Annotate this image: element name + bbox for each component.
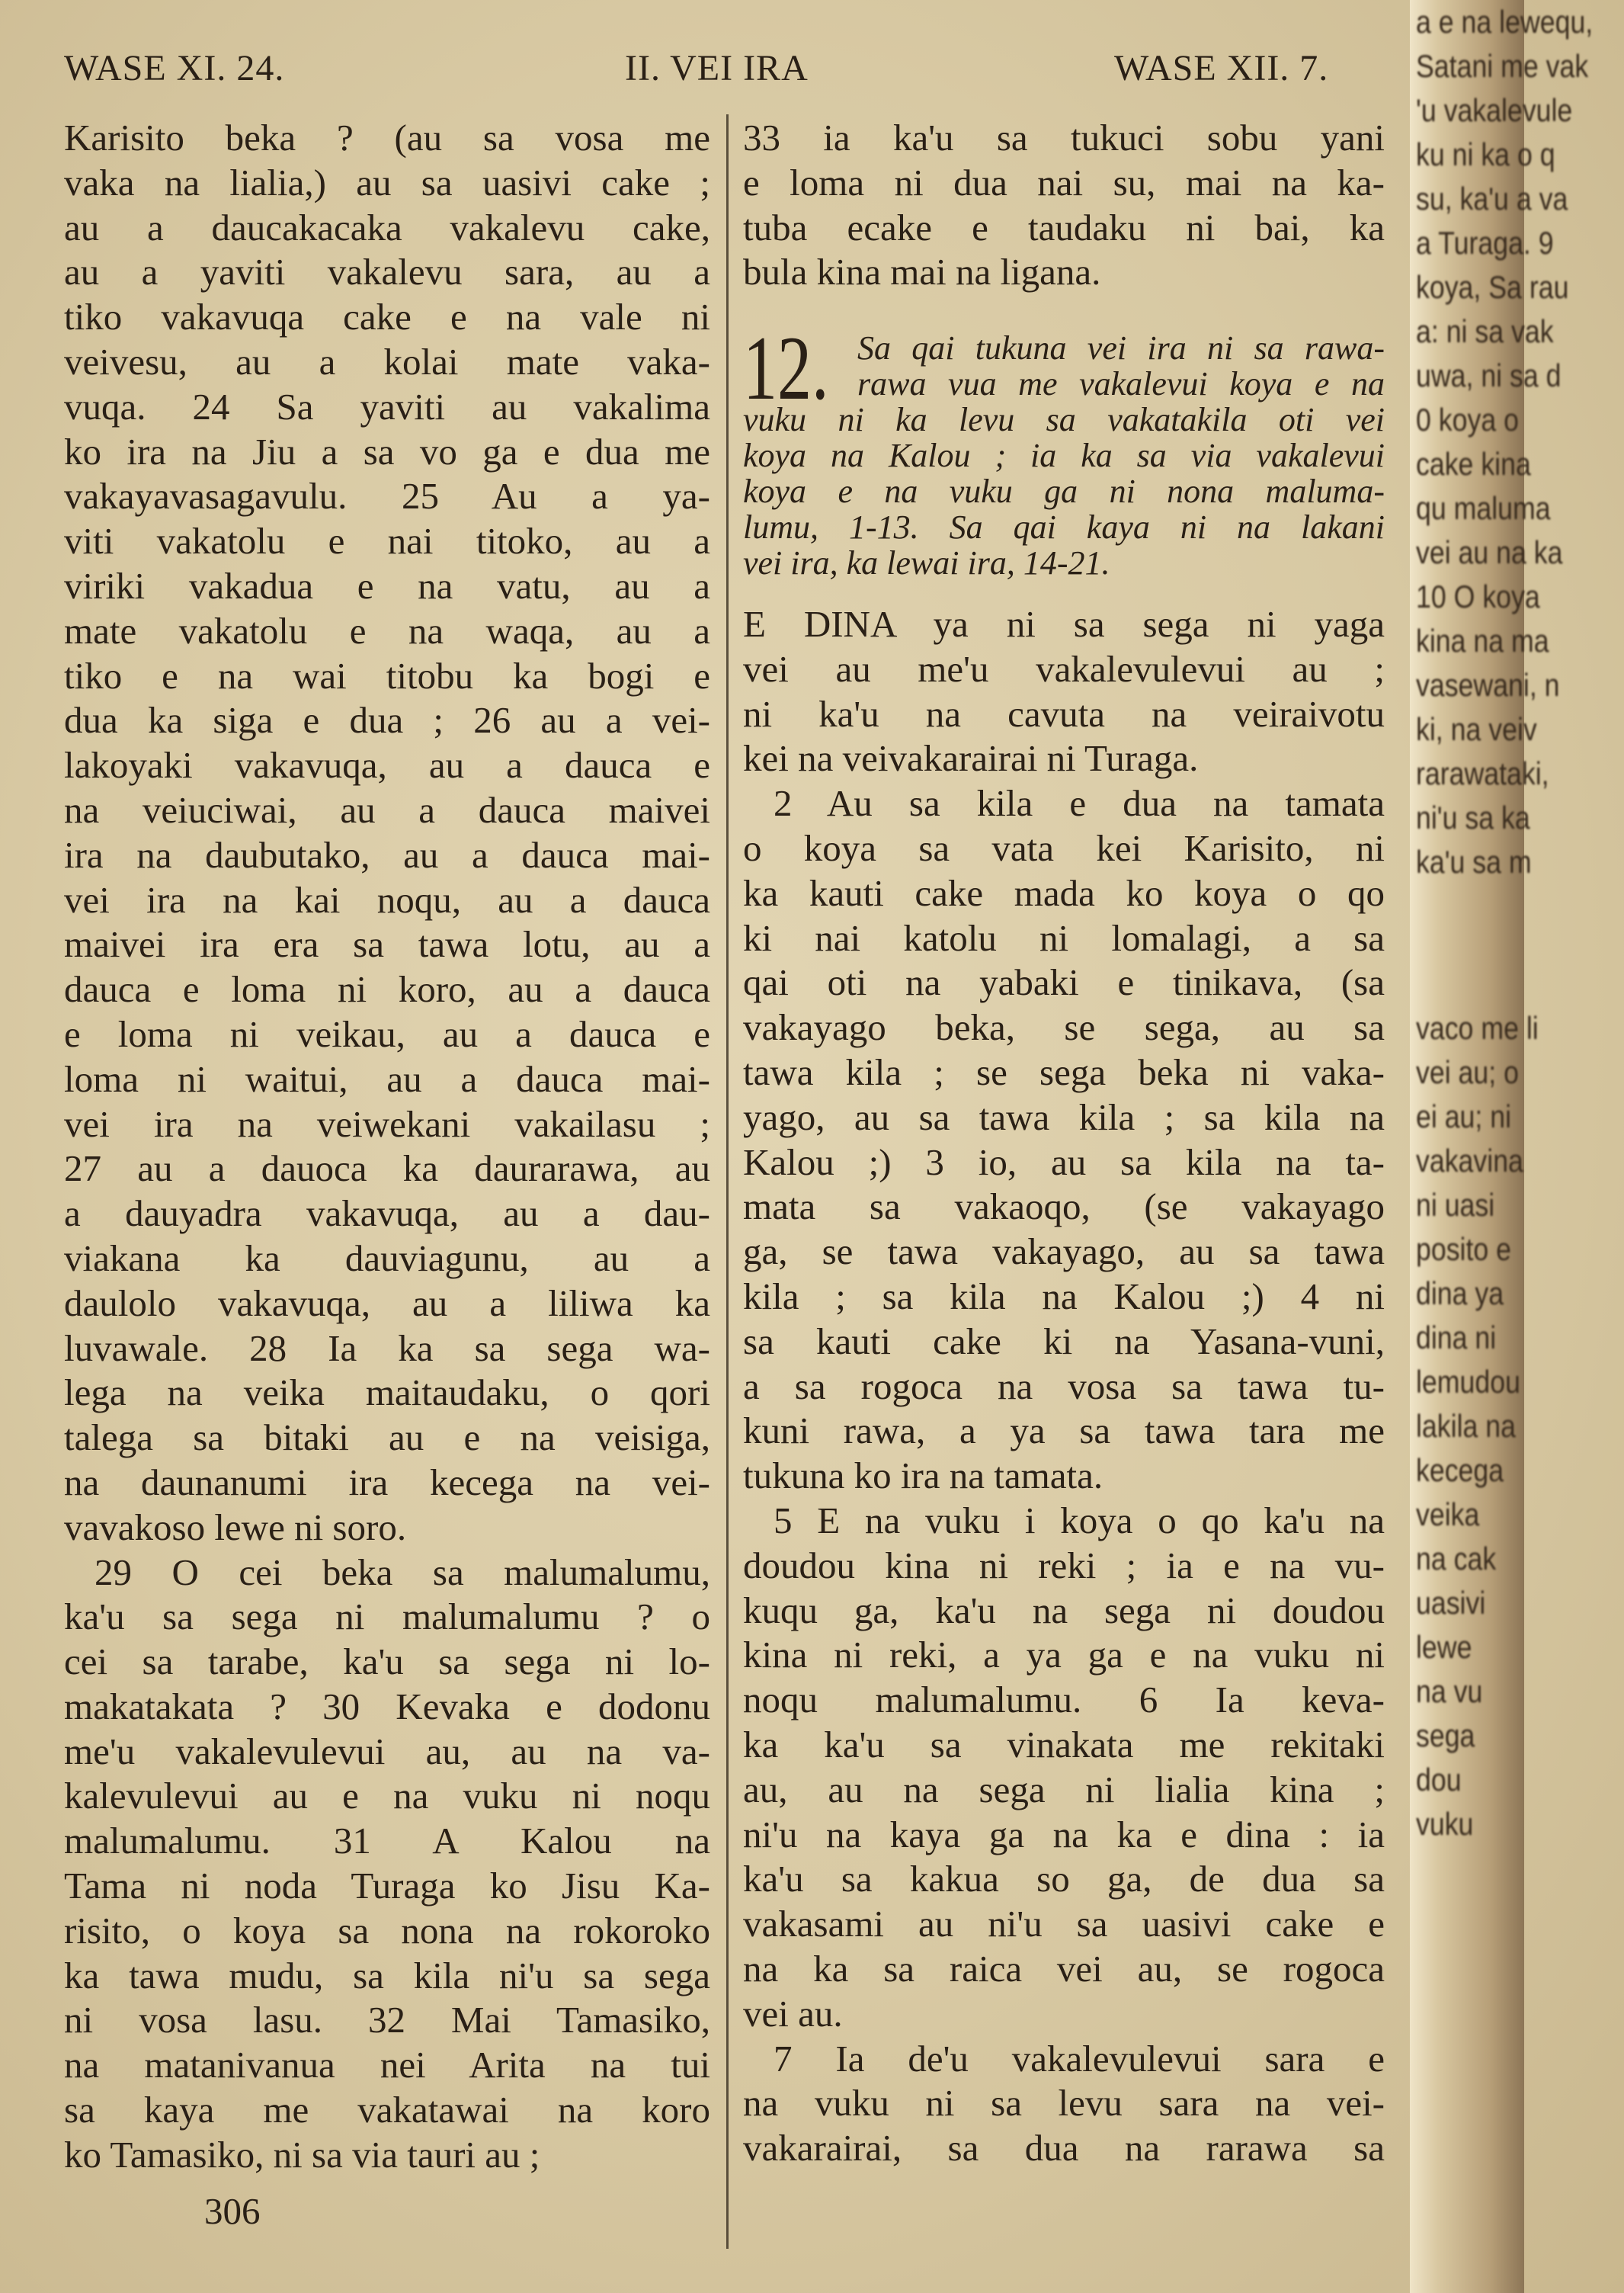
text-line: na ka sa raica vei au, se rogoca xyxy=(743,1947,1385,1990)
next-page-fragment: ni'u sa ka xyxy=(1416,800,1530,835)
text-line: vavakoso lewe ni soro. xyxy=(64,1506,407,1548)
next-page-fragment: su, ka'u a va xyxy=(1416,181,1568,216)
next-page-fragment: vei au; o xyxy=(1416,1054,1519,1090)
next-page-fragment: cake kina xyxy=(1416,446,1531,482)
text-line: ni ka'u na cavuta na veiraivotu xyxy=(743,692,1385,735)
text-line: ka ka'u sa vinakata me rekitaki xyxy=(743,1723,1385,1765)
text-line: ko ira na Jiu a sa vo ga e dua me xyxy=(64,430,710,473)
next-page-fragment: lewe xyxy=(1416,1629,1472,1665)
text-line: Karisito beka ? (au sa vosa me xyxy=(64,117,710,159)
text-line: vei ira na veiwekani vakailasu ; xyxy=(64,1102,710,1145)
text-line: na daunanumi ira kecega na vei- xyxy=(64,1461,710,1503)
next-page-edge xyxy=(1410,0,1594,2293)
text-line: 27 au a dauoca ka daurarawa, au xyxy=(64,1147,710,1190)
text-line: Kalou ;) 3 io, au sa kila na ta- xyxy=(743,1140,1385,1183)
text-line: vakayavasagavulu. 25 Au a ya- xyxy=(64,475,710,518)
next-page-fragment: dina ya xyxy=(1416,1275,1504,1311)
next-page-fragment: posito e xyxy=(1416,1231,1512,1267)
text-line: daulolo vakavuqa, au a liliwa ka xyxy=(64,1281,710,1324)
text-line: Tama ni noda Turaga ko Jisu Ka- xyxy=(64,1865,710,1907)
text-line: loma ni waitui, au a dauca mai- xyxy=(64,1057,710,1100)
text-line: tukuna ko ira na tamata. xyxy=(743,1454,1103,1497)
text-line: vakasami au ni'u sa uasivi cake e xyxy=(743,1903,1385,1945)
left-column xyxy=(64,116,710,2178)
text-line: 2 Au sa kila e dua na tamata xyxy=(774,782,1385,825)
text-line: qai oti na yabaki e tinikava, (sa xyxy=(743,961,1385,1004)
text-line: 5 E na vuku i koya o qo ka'u na xyxy=(774,1499,1385,1541)
next-page-fragment: na vu xyxy=(1416,1673,1483,1709)
text-line: ga, se tawa vakayago, au sa tawa xyxy=(743,1230,1385,1273)
text-line: ni vosa lasu. 32 Mai Tamasiko, xyxy=(64,1999,710,2041)
next-page-fragment: qu maluma xyxy=(1416,490,1551,526)
running-header-right: WASE XII. 7. xyxy=(1114,48,1329,88)
text-line: malumalumu. 31 A Kalou na xyxy=(64,1820,710,1862)
text-line: ko Tamasiko, ni sa via tauri au ; xyxy=(64,2133,540,2176)
text-line: na vuku ni sa levu sara na vei- xyxy=(743,2082,1385,2125)
text-line: na matanivanua nei Arita na tui xyxy=(64,2044,710,2086)
next-page-fragment: ku ni ka o q xyxy=(1416,136,1555,172)
summary-line: vuku ni ka levu sa vakatakila oti vei xyxy=(743,401,1385,438)
text-line: E DINA ya ni sa sega ni yaga xyxy=(743,603,1385,645)
text-line: dua ka siga e dua ; 26 au a vei- xyxy=(64,699,710,742)
text-line: bula kina mai na ligana. xyxy=(743,251,1101,293)
text-line: makatakata ? 30 Kevaka e dodonu xyxy=(64,1685,710,1727)
next-page-fragment: 0 koya o xyxy=(1416,402,1519,438)
text-line: talega sa bitaki au e na veisiga, xyxy=(64,1416,710,1459)
text-line: ka tawa mudu, sa kila ni'u sa sega xyxy=(64,1954,710,1996)
next-page-fragment: a Turaga. 9 xyxy=(1416,225,1554,261)
running-header-title: II. VEI IRA xyxy=(625,48,809,88)
next-page-fragment: dou xyxy=(1416,1762,1462,1798)
text-line: 7 Ia de'u vakalevulevui sara e xyxy=(774,2037,1385,2080)
next-page-fragment: rarawataki, xyxy=(1416,755,1549,791)
text-line: dauca e loma ni koro, au a dauca xyxy=(64,968,710,1011)
text-line: tawa kila ; se sega beka ni vaka- xyxy=(743,1050,1385,1093)
text-line: mate vakatolu e na waqa, au a xyxy=(64,609,710,652)
text-line: kuqu ga, ka'u na sega ni doudou xyxy=(743,1589,1385,1631)
text-line: a sa rogoca na vosa sa tawa tu- xyxy=(743,1365,1385,1407)
summary-line: koya na Kalou ; ia ka sa via vakalevui xyxy=(743,437,1385,474)
next-page-fragment: lakila na xyxy=(1416,1408,1516,1444)
text-line: tuba ecake e taudaku ni bai, ka xyxy=(743,206,1385,249)
text-line: kuni rawa, a ya sa tawa tara me xyxy=(743,1409,1385,1452)
chapter-summary xyxy=(743,317,1385,585)
text-line: vakayago beka, se sega, au sa xyxy=(743,1006,1385,1049)
text-line: a dauyadra vakavuqa, au a dau- xyxy=(64,1192,710,1235)
text-line: au a yaviti vakalevu sara, au a xyxy=(64,251,710,293)
text-line: cei sa tarabe, ka'u sa sega ni lo- xyxy=(64,1640,710,1683)
text-line: kei na veivakarairai ni Turaga. xyxy=(743,737,1199,780)
text-line: au, au na sega ni lialia kina ; xyxy=(743,1768,1385,1810)
summary-line: vei ira, ka lewai ira, 14-21. xyxy=(743,544,1110,582)
text-line: kina ni reki, a ya ga e na vuku ni xyxy=(743,1634,1385,1676)
next-page-fragment: na cak xyxy=(1416,1541,1497,1576)
text-line: na veiuciwai, au a dauca maivei xyxy=(64,788,710,831)
next-page-fragment: vasewani, n xyxy=(1416,667,1560,703)
next-page-fragment: kecega xyxy=(1416,1452,1504,1488)
next-page-fragment: ni uasi xyxy=(1416,1187,1495,1223)
text-line: 29 O cei beka sa malumalumu, xyxy=(94,1551,710,1593)
text-line: lakoyaki vakavuqa, au a dauca e xyxy=(64,744,710,787)
text-line: tiko e na wai titobu ka bogi e xyxy=(64,654,710,697)
text-line: vaka na lialia,) au sa uasivi cake ; xyxy=(64,161,710,204)
next-page-fragment: Satani me vak xyxy=(1416,48,1589,84)
text-line: e loma ni dua nai su, mai na ka- xyxy=(743,161,1385,204)
text-line: lega na veika maitaudaku, o qori xyxy=(64,1371,710,1414)
text-line: noqu malumalumu. 6 Ia keva- xyxy=(743,1679,1385,1721)
text-line: maivei ira era sa tawa lotu, au a xyxy=(64,923,710,966)
text-line: viti vakatolu e nai titoko, au a xyxy=(64,520,710,563)
chapter-number: 12. xyxy=(743,317,829,419)
text-line: luvawale. 28 Ia ka sa sega wa- xyxy=(64,1326,710,1369)
right-column-top xyxy=(743,116,1385,295)
text-line: vei au. xyxy=(743,1992,843,2035)
text-line: sa kaya me vakatawai na koro xyxy=(64,2089,710,2131)
next-page-fragment: vakavina xyxy=(1416,1143,1523,1179)
text-line: vakarairai, sa dua na rarawa sa xyxy=(743,2127,1385,2170)
text-line: ka'u sa kakua so ga, de dua sa xyxy=(743,1858,1385,1900)
text-line: kalevulevui au e na vuku ni noqu xyxy=(64,1775,710,1817)
next-page-fragments-top xyxy=(1410,0,1624,884)
summary-line: Sa qai tukuna vei ira ni sa rawa- xyxy=(857,329,1385,367)
next-page-fragment: ka'u sa m xyxy=(1416,844,1532,880)
next-page-fragment: koya, Sa rau xyxy=(1416,269,1569,305)
text-line: viakana ka dauviagunu, au a xyxy=(64,1236,710,1279)
next-page-fragment: ei au; ni xyxy=(1416,1098,1512,1134)
text-line: vei ira na kai noqu, au a dauca xyxy=(64,878,710,921)
text-line: au a daucakacaka vakalevu cake, xyxy=(64,206,710,249)
summary-line: rawa vua me vakalevui koya e na xyxy=(857,365,1385,402)
text-line: e loma ni veikau, au a dauca e xyxy=(64,1012,710,1055)
text-line: me'u vakalevulevui au, au na va- xyxy=(64,1730,710,1772)
page-number: 306 xyxy=(204,2190,261,2232)
next-page-fragment: 'u vakalevule xyxy=(1416,92,1573,128)
next-page-fragment: a: ni sa vak xyxy=(1416,313,1554,349)
next-page-fragment: 10 O koya xyxy=(1416,579,1540,614)
next-page-fragment: vaco me li xyxy=(1416,1010,1539,1046)
text-line: veivesu, au a kolai mate vaka- xyxy=(64,340,710,383)
text-line: vei au me'u vakalevulevui au ; xyxy=(743,647,1385,690)
text-line: ki nai katolu ni lomalagi, a sa xyxy=(743,916,1385,959)
next-page-fragment: kina na ma xyxy=(1416,623,1549,659)
text-line: 33 ia ka'u sa tukuci sobu yani xyxy=(743,117,1385,159)
next-page-fragment: ki, na veiv xyxy=(1416,711,1537,747)
next-page-fragment: uasivi xyxy=(1416,1585,1486,1621)
text-line: yago, au sa tawa kila ; sa kila na xyxy=(743,1095,1385,1138)
text-line: tiko vakavuqa cake e na vale ni xyxy=(64,296,710,338)
next-page-fragment: vei au na ka xyxy=(1416,534,1563,570)
text-line: sa kauti cake ki na Yasana-vuni, xyxy=(743,1320,1385,1362)
next-page-fragment: uwa, ni sa d xyxy=(1416,358,1562,393)
summary-line: lumu, 1-13. Sa qai kaya ni na lakani xyxy=(743,508,1385,546)
next-page-fragment: sega xyxy=(1416,1717,1475,1753)
next-page-fragment: dina ni xyxy=(1416,1320,1497,1355)
text-line: doudou kina ni reki ; ia e na vu- xyxy=(743,1544,1385,1586)
next-page-fragment: veika xyxy=(1416,1496,1480,1532)
text-line: ka'u sa sega ni malumalumu ? o xyxy=(64,1595,710,1638)
text-line: kila ; sa kila na Kalou ;) 4 ni xyxy=(743,1275,1385,1317)
text-line: mata sa vakaoqo, (se vakayago xyxy=(743,1185,1385,1228)
text-line: o koya sa vata kei Karisito, ni xyxy=(743,826,1385,869)
next-page-fragment: vuku xyxy=(1416,1806,1474,1842)
running-header-left: WASE XI. 24. xyxy=(64,48,285,88)
text-line: vuqa. 24 Sa yaviti au vakalima xyxy=(64,385,710,428)
next-page-fragments-bottom xyxy=(1410,1006,1560,1846)
text-line: ka kauti cake mada ko koya o qo xyxy=(743,871,1385,914)
next-page-fragment: a e na lewequ, xyxy=(1416,4,1594,40)
text-line: ni'u na kaya ga na ka e dina : ia xyxy=(743,1813,1385,1855)
right-column-main xyxy=(743,602,1385,2171)
text-line: ira na daubutako, au a dauca mai- xyxy=(64,833,710,876)
text-line: risito, o koya sa nona na rokoroko xyxy=(64,1909,710,1951)
summary-line: koya e na vuku ga ni nona maluma- xyxy=(743,473,1385,510)
text-line: viriki vakadua e na vatu, au a xyxy=(64,564,710,607)
column-divider xyxy=(726,114,729,2249)
chapter-summary-text xyxy=(743,317,1385,582)
next-page-fragment: lemudou xyxy=(1416,1364,1520,1400)
